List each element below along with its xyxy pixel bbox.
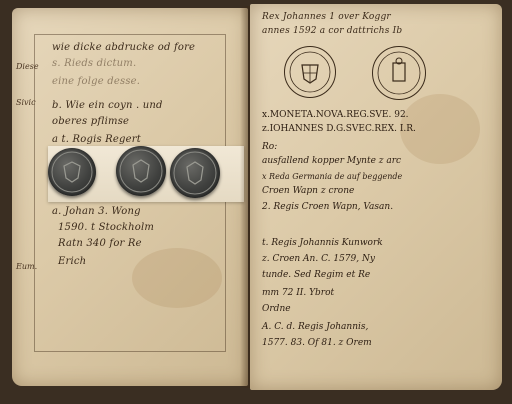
- margin-note-3: Eum.: [16, 262, 38, 271]
- script-line-4: Croen Wapn z crone: [262, 186, 355, 196]
- script-line-9: mm 72 II. Ybrot: [262, 288, 335, 298]
- margin-note-1: Diese: [16, 62, 39, 71]
- script-line-3: x Reda Germania de auf beggende: [262, 172, 403, 181]
- right-top-line-2: annes 1592 a cor dattrichs Ib: [262, 26, 403, 36]
- script-line-5: 2. Regis Croen Wapn, Vasan.: [262, 202, 394, 212]
- script-line-8: tunde. Sed Regim et Re: [262, 270, 371, 280]
- printed-line-2: z.IOHANNES D.G.SVEC.REX. I.R.: [262, 124, 416, 134]
- script-line-1: Ro:: [262, 142, 278, 152]
- coin-middle-icon: [116, 146, 166, 196]
- script-line-12: 1577. 83. Of 81. z Orem: [262, 338, 372, 348]
- left-line-1: wie dicke abdrucke od fore: [52, 42, 196, 53]
- left-line-3: eine folge desse.: [52, 76, 141, 87]
- seal-right-icon: [372, 46, 426, 100]
- left-line-10: Erich: [58, 256, 87, 267]
- coin-right-icon: [170, 148, 220, 198]
- left-line-6: a t. Rogis Regert: [52, 134, 141, 145]
- left-line-8: 1590. t Stockholm: [58, 222, 155, 233]
- script-line-10: Ordne: [262, 304, 291, 314]
- script-line-11: A. C. d. Regis Johannis,: [262, 322, 369, 332]
- left-line-9: Ratn 340 for Re: [58, 238, 142, 249]
- seal-left-icon: [284, 46, 336, 98]
- script-line-7: z. Croen An. C. 1579, Ny: [262, 254, 375, 264]
- left-line-2: s. Rieds dictum.: [52, 58, 137, 69]
- script-line-2: ausfallend kopper Mynte z arc: [262, 156, 402, 166]
- margin-note-2: Sivic: [16, 98, 36, 107]
- script-line-6: t. Regis Johannis Kunwork: [262, 238, 383, 248]
- printed-line-1: x.MONETA.NOVA.REG.SVE. 92.: [262, 110, 409, 120]
- coin-left-icon: [48, 148, 96, 196]
- right-top-line-1: Rex Johannes 1 over Koggr: [262, 12, 391, 22]
- left-line-7: a. Johan 3. Wong: [52, 206, 141, 217]
- left-line-4: b. Wie ein coyn . und: [52, 100, 163, 111]
- left-line-5: oberes pflimse: [52, 116, 130, 127]
